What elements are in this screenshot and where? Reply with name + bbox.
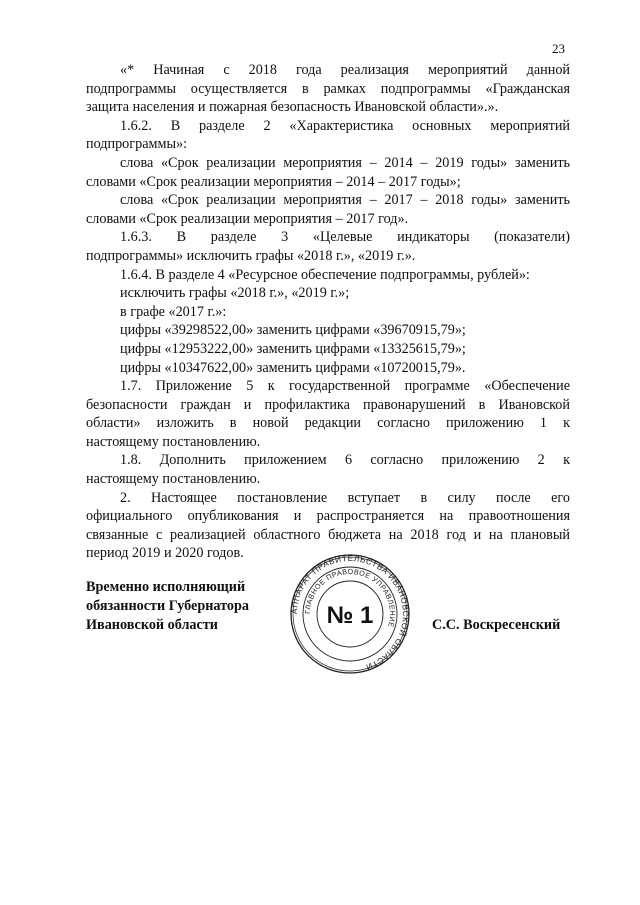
text-line: 1.6.2. В разделе 2 «Характеристика основных мероприятий	[120, 117, 570, 134]
text-line: настоящему постановлению.	[86, 433, 261, 450]
page-number: 23	[552, 41, 565, 56]
text-line: 1.7. Приложение 5 к государственной программе «Обеспечение	[120, 378, 570, 395]
text-line: цифры «12953222,00» заменить цифрами «13325615,79»;	[120, 340, 466, 357]
text-line: настоящему постановлению.	[86, 471, 261, 488]
text-line: цифры «39298522,00» заменить цифрами «39670915,79»;	[120, 322, 466, 339]
signatory-position	[86, 578, 249, 635]
text-line: официального опубликования и распространяется на правоотношения	[86, 508, 570, 525]
text-line: слова «Срок реализации мероприятия – 2017 – 2018 годы» заменить	[120, 192, 570, 209]
signatory-position-line: обязанности Губернатора	[86, 598, 249, 614]
text-line: подпрограммы»:	[86, 136, 188, 153]
signatory-position-line: Ивановской области	[86, 617, 218, 633]
text-line: 1.8. Дополнить приложением 6 согласно приложению 2 к	[120, 452, 570, 469]
seal-outer-text: АППАРАТ ПРАВИТЕЛЬСТВА ИВАНОВСКОЙ ОБЛАСТИ	[289, 553, 411, 672]
text-line: связанные с реализацией областного бюджета на 2018 год и на плановый	[86, 526, 570, 543]
document-body	[86, 61, 570, 563]
text-line: исключить графы «2018 г.», «2019 г.»;	[120, 285, 350, 302]
seal-number: № 1	[326, 602, 374, 629]
text-line: словами «Срок реализации мероприятия – 2014 – 2017 годы»;	[86, 173, 461, 190]
text-line: период 2019 и 2020 годов.	[86, 545, 244, 562]
text-line: области» изложить в новой редакции согласно приложению 1 к	[86, 415, 570, 432]
text-line: безопасности граждан и профилактика правонарушений в Ивановской	[86, 396, 570, 413]
signatory-name: С.С. Воскресенский	[432, 617, 561, 633]
text-line: словами «Срок реализации мероприятия – 2017 год».	[86, 210, 409, 227]
text-line: 2. Настоящее постановление вступает в силу после его	[120, 489, 570, 506]
text-line: подпрограммы осуществляется в рамках подпрограммы «Гражданская	[86, 80, 570, 97]
text-line: подпрограммы» исключить графы «2018 г.», «2019 г.».	[86, 247, 416, 264]
signatory-position-line: Временно исполняющий	[86, 579, 246, 595]
text-line: в графе «2017 г.»:	[120, 303, 227, 320]
seal-inner-text: ГЛАВНОЕ ПРАВОВОЕ УПРАВЛЕНИЕ	[302, 566, 398, 629]
text-line: цифры «10347622,00» заменить цифрами «10720015,79».	[120, 359, 466, 376]
text-line: «* Начиная с 2018 года реализация мероприятий данной	[120, 62, 570, 78]
text-line: слова «Срок реализации мероприятия – 2014 – 2019 годы» заменить	[120, 154, 570, 171]
official-seal	[289, 553, 411, 675]
text-line: 1.6.3. В разделе 3 «Целевые индикаторы (показатели)	[120, 229, 570, 246]
text-line: защита населения и пожарная безопасность Ивановской области».».	[86, 99, 499, 116]
text-line: 1.6.4. В разделе 4 «Ресурсное обеспечение подпрограммы, рублей»:	[120, 266, 530, 283]
